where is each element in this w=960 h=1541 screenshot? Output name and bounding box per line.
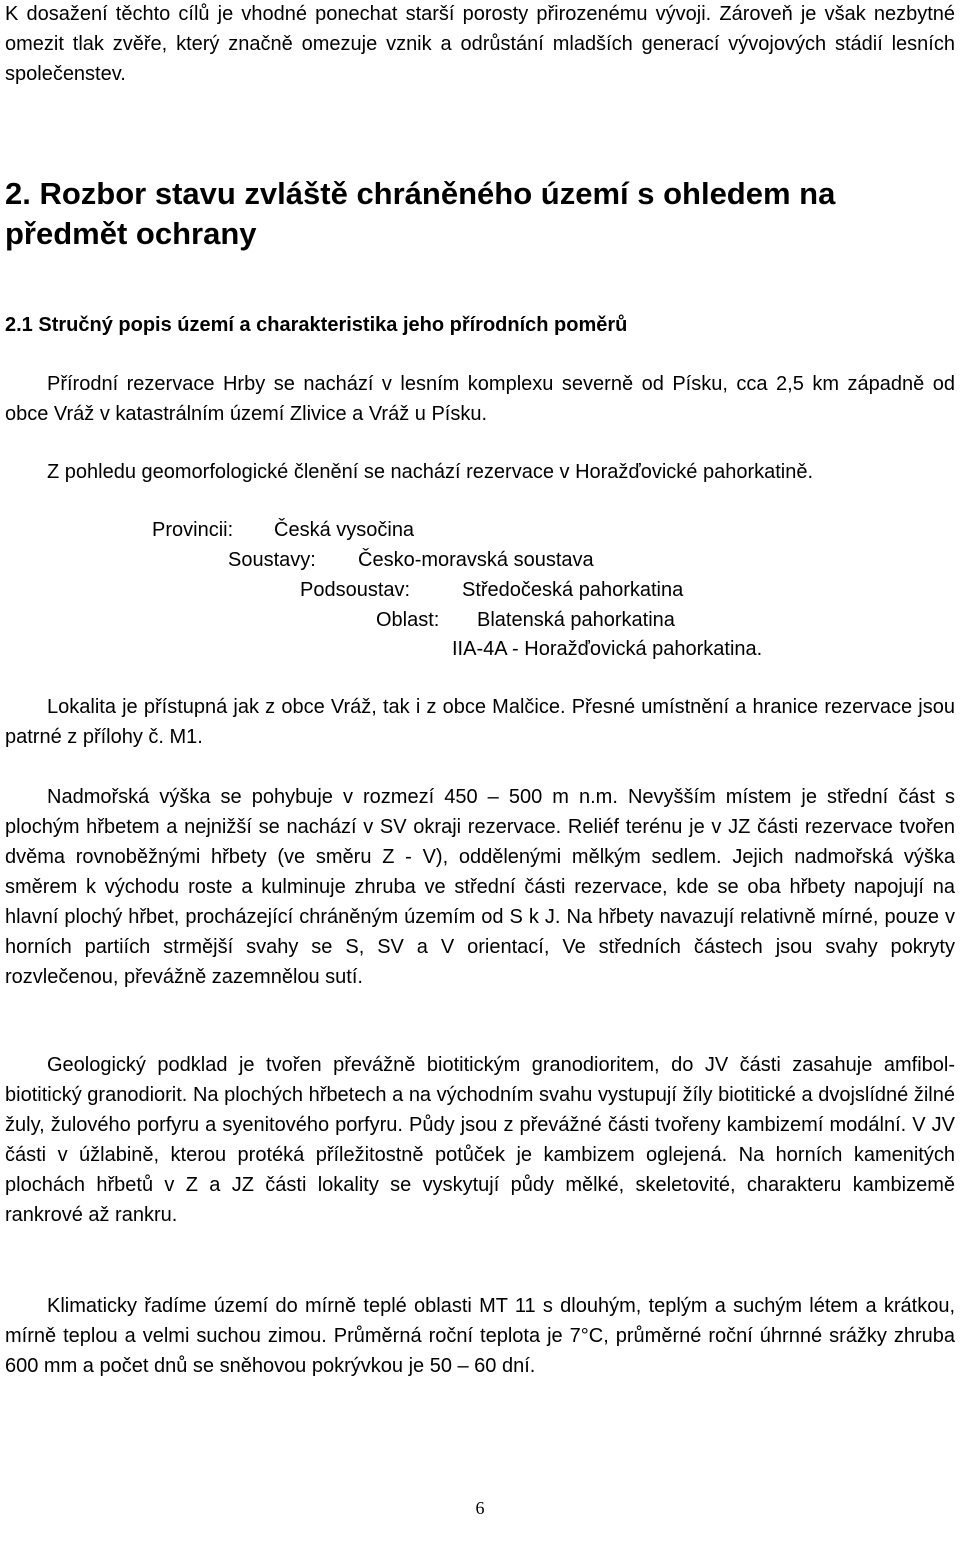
classification-label: Soustavy: xyxy=(228,549,316,571)
sub-heading: 2.1 Stručný popis území a charakteristika jeho přírodních poměrů xyxy=(5,314,628,336)
geology-paragraph: Geologický podklad je tvořen převážně biotitickým granodioritem, do JV části zasahuje amfibol-biotitický granodiorit. Na plochých hřbetech a na východním svahu vystupují žíly biotitické a dvojslídné žilné žuly, žulového porfyru a syenitového porfyru. Půdy jsou z převážné části tvořeny kambizemí modální. V JV části v úžlabině, kterou protéká příležitostně potůček je kambizem oglejená. Na horních kamenitých plochách hřbetů v Z a JZ části lokality se vyskytují půdy mělké, skeletovité, charakteru kambizemě rankrové až rankru. xyxy=(5,1054,955,1226)
classification-value: Středočeská pahorkatina xyxy=(462,579,684,601)
classification-value: Česká vysočina xyxy=(274,519,415,541)
climate-paragraph: Klimaticky řadíme území do mírně teplé oblasti MT 11 s dlouhým, teplým a suchým létem a krátkou, mírně teplou a velmi suchou zimou. Průměrná roční teplota je 7°C, průměrné roční úhrnné srážky zhruba 600 mm a počet dnů se sněhovou pokrývkou je 50 – 60 dní. xyxy=(5,1295,955,1377)
classification-value: Česko-moravská soustava xyxy=(358,549,594,571)
classification-value: Blatenská pahorkatina xyxy=(477,609,675,631)
classification-value: IIA-4A - Horažďovická pahorkatina. xyxy=(452,638,763,660)
geomorphology-paragraph: Z pohledu geomorfologické členění se nachází rezervace v Horažďovické pahorkatině. xyxy=(47,461,814,483)
classification-soustava xyxy=(228,545,594,575)
classification-provincie xyxy=(152,515,414,545)
classification-label: Oblast: xyxy=(376,609,440,631)
page-number: 6 xyxy=(475,1498,485,1518)
altitude-paragraph: Nadmořská výška se pohybuje v rozmezí 450 – 500 m n.m. Nevyšším místem je střední část s plochým hřbetem a nejnižší se nachází v SV okraji rezervace. Reliéf terénu je v JZ části rezervace tvořen dvěma rovnoběžnými hřbety (ve směru Z - V), oddělenými mělkým sedlem. Jejich nadmořská výška směrem k východu roste a kulminuje zhruba ve střední části rezervace, kde se oba hřbety napojují na hlavní plochý hřbet, procházející chráněným územím od S k J. Na hřbety navazují relativně mírné, pouze v horních partiích strmější svahy se S, SV a V orientací, Ve středních částech jsou svahy pokryty rozvlečenou, převážně zazemnělou sutí. xyxy=(5,786,955,988)
location-paragraph: Přírodní rezervace Hrby se nachází v lesním komplexu severně od Písku, cca 2,5 km západně od obce Vráž v katastrálním území Zlivice a Vráž u Písku. xyxy=(5,373,955,425)
classification-label: Provincii: xyxy=(152,519,234,541)
classification-label: Podsoustav: xyxy=(300,579,411,601)
access-paragraph: Lokalita je přístupná jak z obce Vráž, tak i z obce Malčice. Přesné umístnění a hranice rezervace jsou patrné z přílohy č. M1. xyxy=(5,696,955,748)
section-heading: 2. Rozbor stavu zvláště chráněného území s ohledem na předmět ochrany xyxy=(5,176,836,251)
classification-oblast xyxy=(376,605,675,635)
classification-podsoustava xyxy=(300,575,683,605)
intro-paragraph: K dosažení těchto cílů je vhodné ponechat starší porosty přirozenému vývoji. Zároveň je však nezbytné omezit tlak zvěře, který značně omezuje vznik a odrůstání mladších generací vývojových stádií lesních společenstev. xyxy=(5,3,955,85)
classification-unit xyxy=(452,634,762,664)
